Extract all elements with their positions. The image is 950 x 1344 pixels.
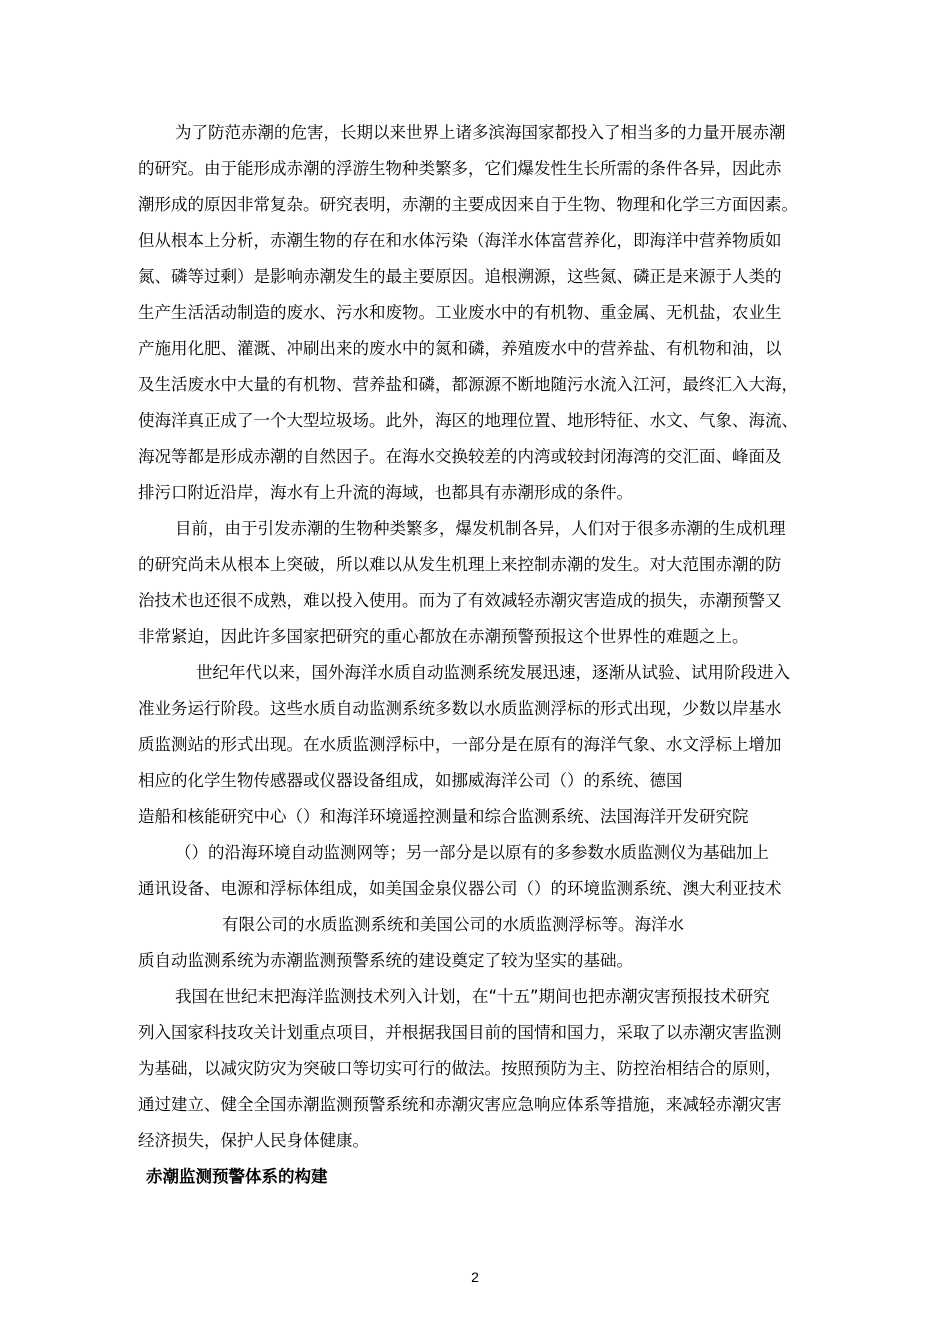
text-line: 通讯设备、电源和浮标体组成，如美国金泉仪器公司（）的环境监测系统、澳大利亚技术: [138, 879, 782, 898]
text-line: 但从根本上分析，赤潮生物的存在和水体污染（海洋水体富营养化，即海洋中营养物质如: [138, 231, 782, 250]
text-line: 的研究。由于能形成赤潮的浮游生物种类繁多，它们爆发性生长所需的条件各异，因此赤: [138, 159, 782, 178]
text-line: 经济损失，保护人民身体健康。: [138, 1131, 369, 1150]
text-line: 产施用化肥、灌溉、冲刷出来的废水中的氮和磷，养殖废水中的营养盐、有机物和油，以: [138, 339, 782, 358]
text-line: 相应的化学生物传感器或仪器设备组成，如挪威海洋公司（）的系统、德国: [138, 771, 683, 790]
text-line: 我国在世纪末把海洋监测技术列入计划，在“十五”期间也把赤潮灾害预报技术研究: [175, 987, 770, 1006]
text-line: 质监测站的形式出现。在水质监测浮标中，一部分是在原有的海洋气象、水文浮标上增加: [138, 735, 782, 754]
text-line: 氮、磷等过剩）是影响赤潮发生的最主要原因。追根溯源，这些氮、磷正是来源于人类的: [138, 267, 782, 286]
text-line: 通过建立、健全全国赤潮监测预警系统和赤潮灾害应急响应体系等措施，来减轻赤潮灾害: [138, 1095, 782, 1114]
text-line: 造船和核能研究中心（）和海洋环境遥控测量和综合监测系统、法国海洋开发研究院: [138, 807, 749, 826]
text-line: 排污口附近沿岸，海水有上升流的海域，也都具有赤潮形成的条件。: [138, 483, 633, 502]
text-line: 列入国家科技攻关计划重点项目，并根据我国目前的国情和国力，采取了以赤潮灾害监测: [138, 1023, 782, 1042]
text-line: 使海洋真正成了一个大型垃圾场。此外，海区的地理位置、地形特征、水文、气象、海流、: [138, 411, 798, 430]
page-number: 2: [471, 1269, 479, 1285]
text-line: 世纪年代以来，国外海洋水质自动监测系统发展迅速，逐渐从试验、试用阶段进入: [196, 663, 790, 682]
text-line: 治技术也还很不成熟，难以投入使用。而为了有效减轻赤潮灾害造成的损失，赤潮预警又: [138, 591, 782, 610]
text-line: 目前，由于引发赤潮的生物种类繁多，爆发机制各异，人们对于很多赤潮的生成机理: [175, 519, 786, 538]
text-line: 生产生活活动制造的废水、污水和废物。工业废水中的有机物、重金属、无机盐，农业生: [138, 303, 782, 322]
text-line: （）的沿海环境自动监测网等；另一部分是以原有的多参数水质监测仪为基础加上: [175, 843, 769, 862]
section-heading: 赤潮监测预警体系的构建: [146, 1167, 328, 1186]
text-line: 及生活废水中大量的有机物、营养盐和磷，都源源不断地随污水流入江河，最终汇入大海，: [138, 375, 798, 394]
text-line: 为基础，以减灾防灾为突破口等切实可行的做法。按照预防为主、防控治相结合的原则，: [138, 1059, 782, 1078]
text-line: 的研究尚未从根本上突破，所以难以从发生机理上来控制赤潮的发生。对大范围赤潮的防: [138, 555, 782, 574]
text-line: 非常紧迫，因此许多国家把研究的重心都放在赤潮预警预报这个世界性的难题之上。: [138, 627, 749, 646]
text-line: 质自动监测系统为赤潮监测预警系统的建设奠定了较为坚实的基础。: [138, 951, 633, 970]
text-line: 有限公司的水质监测系统和美国公司的水质监测浮标等。海洋水: [222, 915, 684, 934]
text-line: 海况等都是形成赤潮的自然因子。在海水交换较差的内湾或较封闭海湾的交汇面、峰面及: [138, 447, 782, 466]
text-line: 潮形成的原因非常复杂。研究表明，赤潮的主要成因来自于生物、物理和化学三方面因素。: [138, 195, 798, 214]
text-line: 为了防范赤潮的危害，长期以来世界上诸多滨海国家都投入了相当多的力量开展赤潮: [175, 123, 786, 142]
text-line: 准业务运行阶段。这些水质自动监测系统多数以水质监测浮标的形式出现，少数以岸基水: [138, 699, 782, 718]
